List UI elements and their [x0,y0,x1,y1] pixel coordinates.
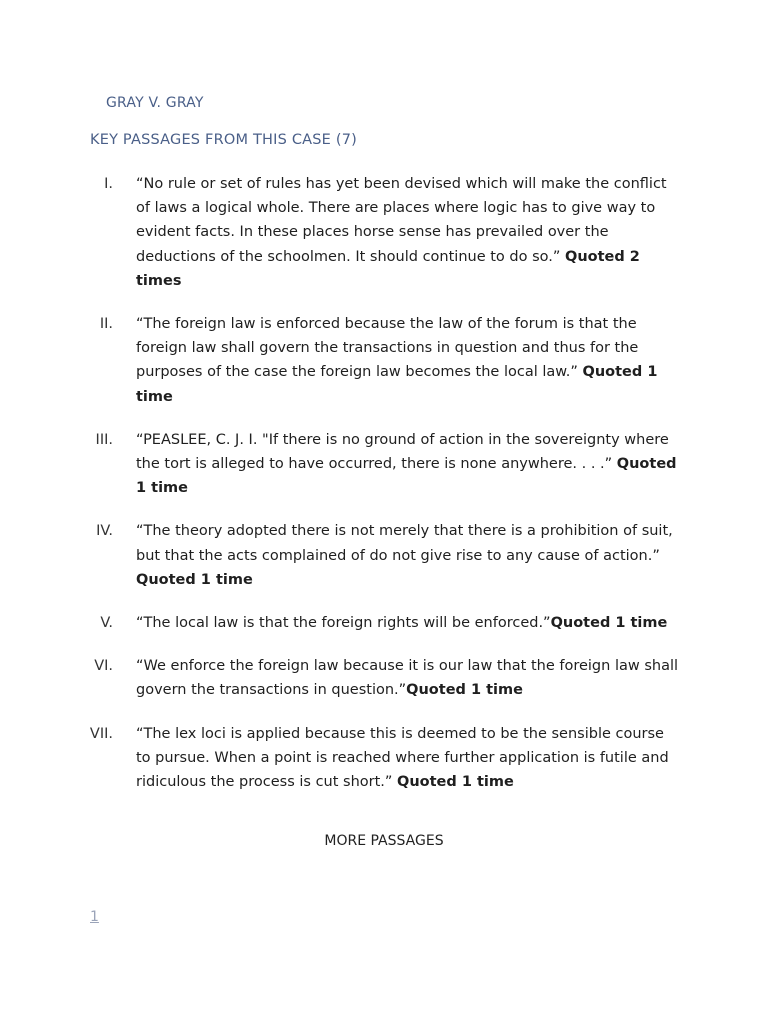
footnote-link[interactable]: 1 [90,909,99,925]
passage-item [0,172,768,293]
quoted-count: Quoted 1 time [406,682,523,699]
case-title: GRAY V. GRAY [106,95,204,111]
passage-numeral: I. [104,176,113,192]
quoted-count: Quoted 1 time [136,456,677,497]
passage-numeral: V. [100,615,113,632]
passage-quote: “The local law is that the foreign rights will be enforced.” [136,615,551,632]
passage-list [0,172,768,813]
quoted-count: Quoted 1 time [136,364,658,405]
passage-item [0,722,768,795]
passage-text-block [136,722,681,795]
passage-quote: “The theory adopted there is not merely that there is a prohibition of suit, but that the acts complained of do not give rise to any cause of action.” [136,523,673,564]
passage-item [0,312,768,409]
passage-text-block [136,654,681,702]
passage-item [0,611,768,635]
quoted-count: Quoted 1 time [550,615,668,632]
passage-text-block [136,519,681,592]
passage-text-block [136,428,681,501]
passage-text-block [136,312,681,409]
passage-numeral: VII. [89,725,113,742]
passage-quote: “We enforce the foreign law because it is our law that the foreign law shall govern the transactions in question.” [136,658,679,699]
quoted-count: Quoted 2 times [136,248,640,289]
more-passages-link[interactable]: MORE PASSAGES [324,833,444,849]
quoted-count: Quoted 1 time [397,774,514,791]
passage-item [0,428,768,501]
quoted-count: Quoted 1 time [136,571,253,588]
passage-item [0,519,768,592]
section-heading: KEY PASSAGES FROM THIS CASE (7) [90,132,357,148]
passage-numeral: IV. [96,523,113,540]
passage-quote: “The foreign law is enforced because the law of the forum is that the foreign law shall govern the transactions in question and thus for the purposes of the case the foreign law becomes the local law.” [136,316,639,381]
passage-numeral: II. [99,316,113,333]
passage-text-block [136,611,681,635]
passage-numeral: VI. [94,658,113,675]
passage-quote: “No rule or set of rules has yet been devised which will make the conflict of laws a logical whole. There are places where logic has to give way to evident facts. In these places horse sense has prevailed over the deductions of the schoolmen. It should continue to do so.” [136,176,667,265]
passage-quote: “PEASLEE, C. J. I. "If there is no ground of action in the sovereignty where the tort is alleged to have occurred, there is none anywhere. . . .” [136,431,669,473]
passage-text-block [136,172,681,293]
passage-numeral: III. [95,431,113,448]
passage-item [0,654,768,702]
passage-quote: “The lex loci is applied because this is deemed to be the sensible course to pursue. When a point is reached where further application is futile and ridiculous the process is cut short.” [136,725,669,791]
